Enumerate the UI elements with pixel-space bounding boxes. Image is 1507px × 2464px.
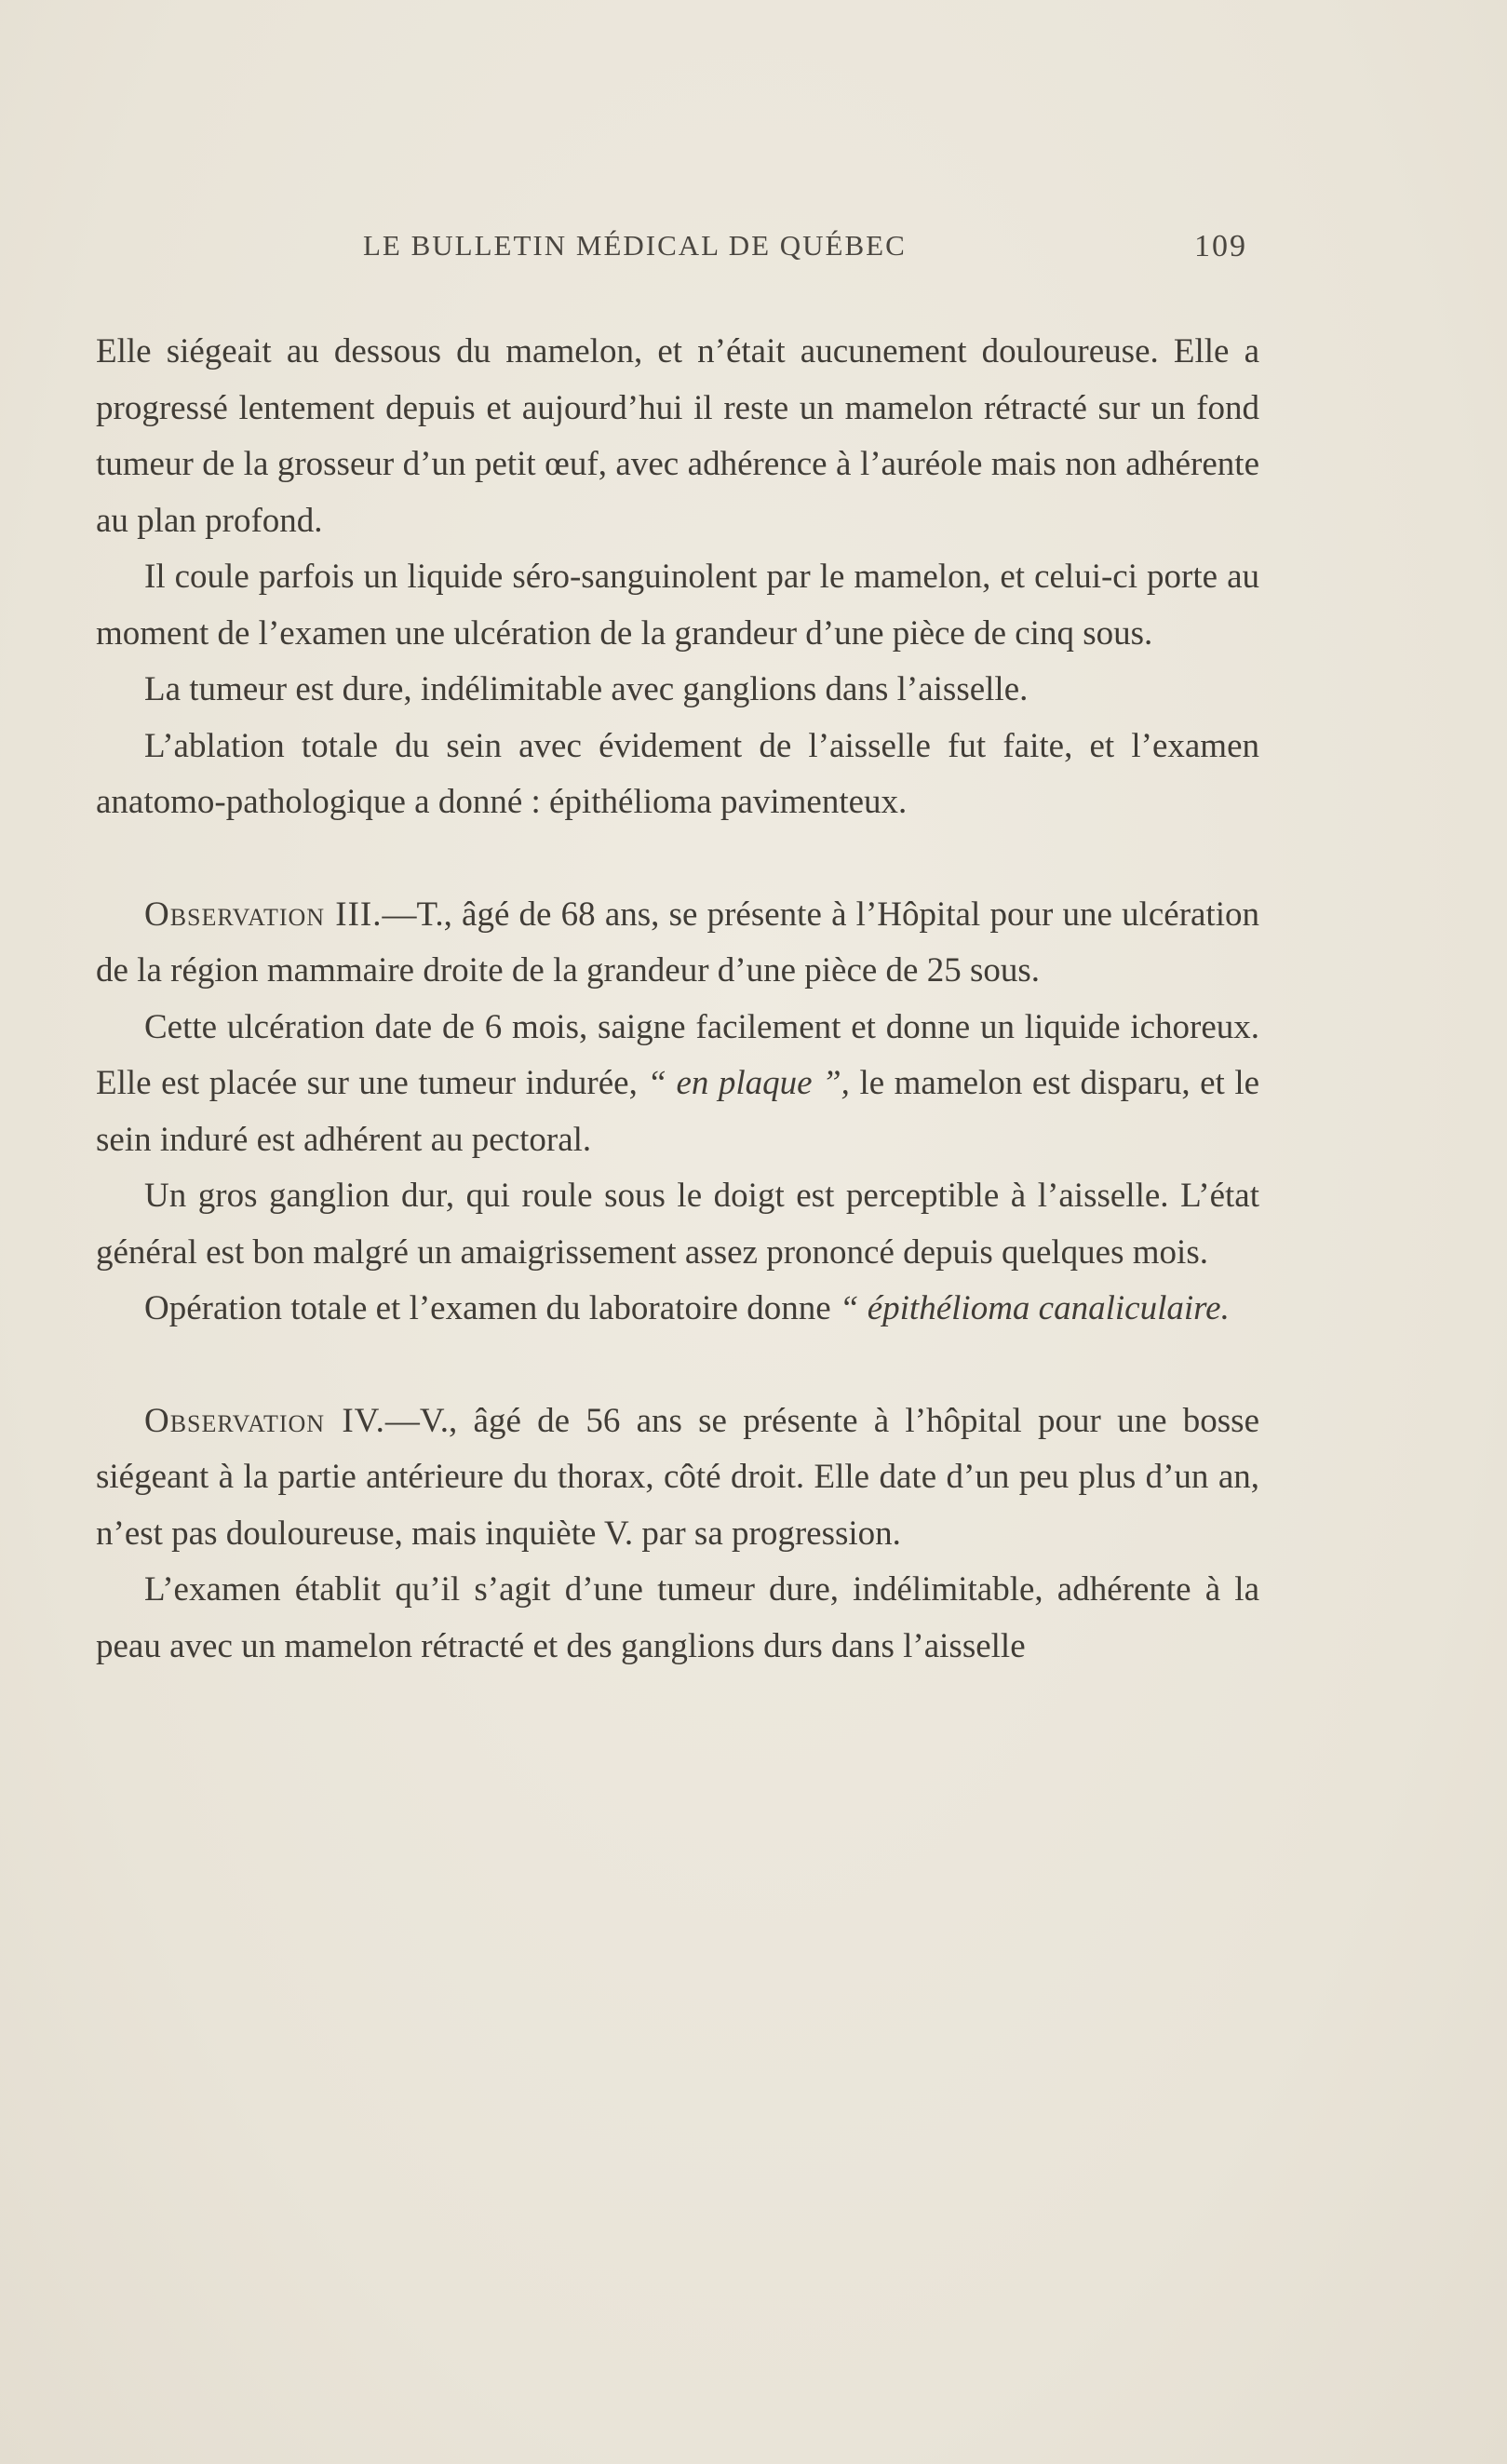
observation-3: [96, 887, 1259, 1000]
observation-4-label: Observation IV.: [144, 1401, 385, 1440]
paragraph-text: le mamelon est disparu, et le sein induré est adhérent au pectoral.: [96, 1064, 1260, 1159]
paragraph-text: Opération totale et l’examen du laboratoire donne: [144, 1289, 831, 1327]
italic-quote: “ en plaque ”,: [647, 1064, 850, 1102]
italic-diagnosis: “ épithélioma canaliculaire.: [839, 1289, 1230, 1327]
paragraph: La tumeur est dure, indélimitable avec ganglions dans l’aisselle.: [144, 670, 1029, 708]
paragraph-continued: Elle siégeait au dessous du mamelon, et n’était aucunement douloureuse. Elle a progressé lentement depuis et aujourd’hui il reste un mamelon rétracté sur un fond tumeur de la grosseur d’un petit œuf, avec adhérence à l’auréole mais non adhérente au plan profond.: [96, 332, 1259, 540]
paragraph: Un gros ganglion dur, qui roule sous le doigt est perceptible à l’aisselle. L’état général est bon malgré un amaigrissement assez prononcé depuis quelques mois.: [96, 1177, 1259, 1272]
paragraph: [96, 1281, 1259, 1338]
observation-3-label: Observation III.: [144, 895, 383, 934]
observation-3-text: —T., âgé de 68 ans, se présente à l’Hôpital pour une ulcération de la région mammaire droite de la grandeur d’une pièce de 25 sous.: [96, 895, 1259, 990]
paragraph: Il coule parfois un liquide séro-sanguinolent par le mamelon, et celui-ci porte au moment de l’examen une ulcération de la grandeur d’une pièce de cinq sous.: [96, 558, 1259, 653]
body-text: [96, 324, 1259, 1675]
page-number: 109: [1194, 229, 1247, 263]
paragraph-text: Cette ulcération date de 6 mois, saigne facilement et donne un liquide ichoreux. Elle est placée sur une tumeur indurée,: [96, 1007, 1259, 1102]
observation-4-text: —V., âgé de 56 ans se présente à l’hôpital pour une bosse siégeant à la partie antérieure du thorax, côté droit. Elle date d’un peu plus d’un an, n’est pas douloureuse, mais inquiète V. par sa progression.: [96, 1401, 1259, 1553]
running-title: LE BULLETIN MÉDICAL DE QUÉBEC: [363, 229, 907, 262]
running-head: [0, 229, 1507, 266]
paragraph: [96, 1000, 1259, 1169]
observation-4: [96, 1394, 1259, 1563]
paragraph: L’ablation totale du sein avec évidement de l’aisselle fut faite, et l’examen anatomo-pathologique a donné : épithélioma pavimenteux.: [96, 726, 1259, 821]
paragraph: L’examen établit qu’il s’agit d’une tumeur dure, indélimitable, adhérente à la peau avec un mamelon rétracté et des ganglions durs dans l’aisselle: [96, 1570, 1259, 1665]
